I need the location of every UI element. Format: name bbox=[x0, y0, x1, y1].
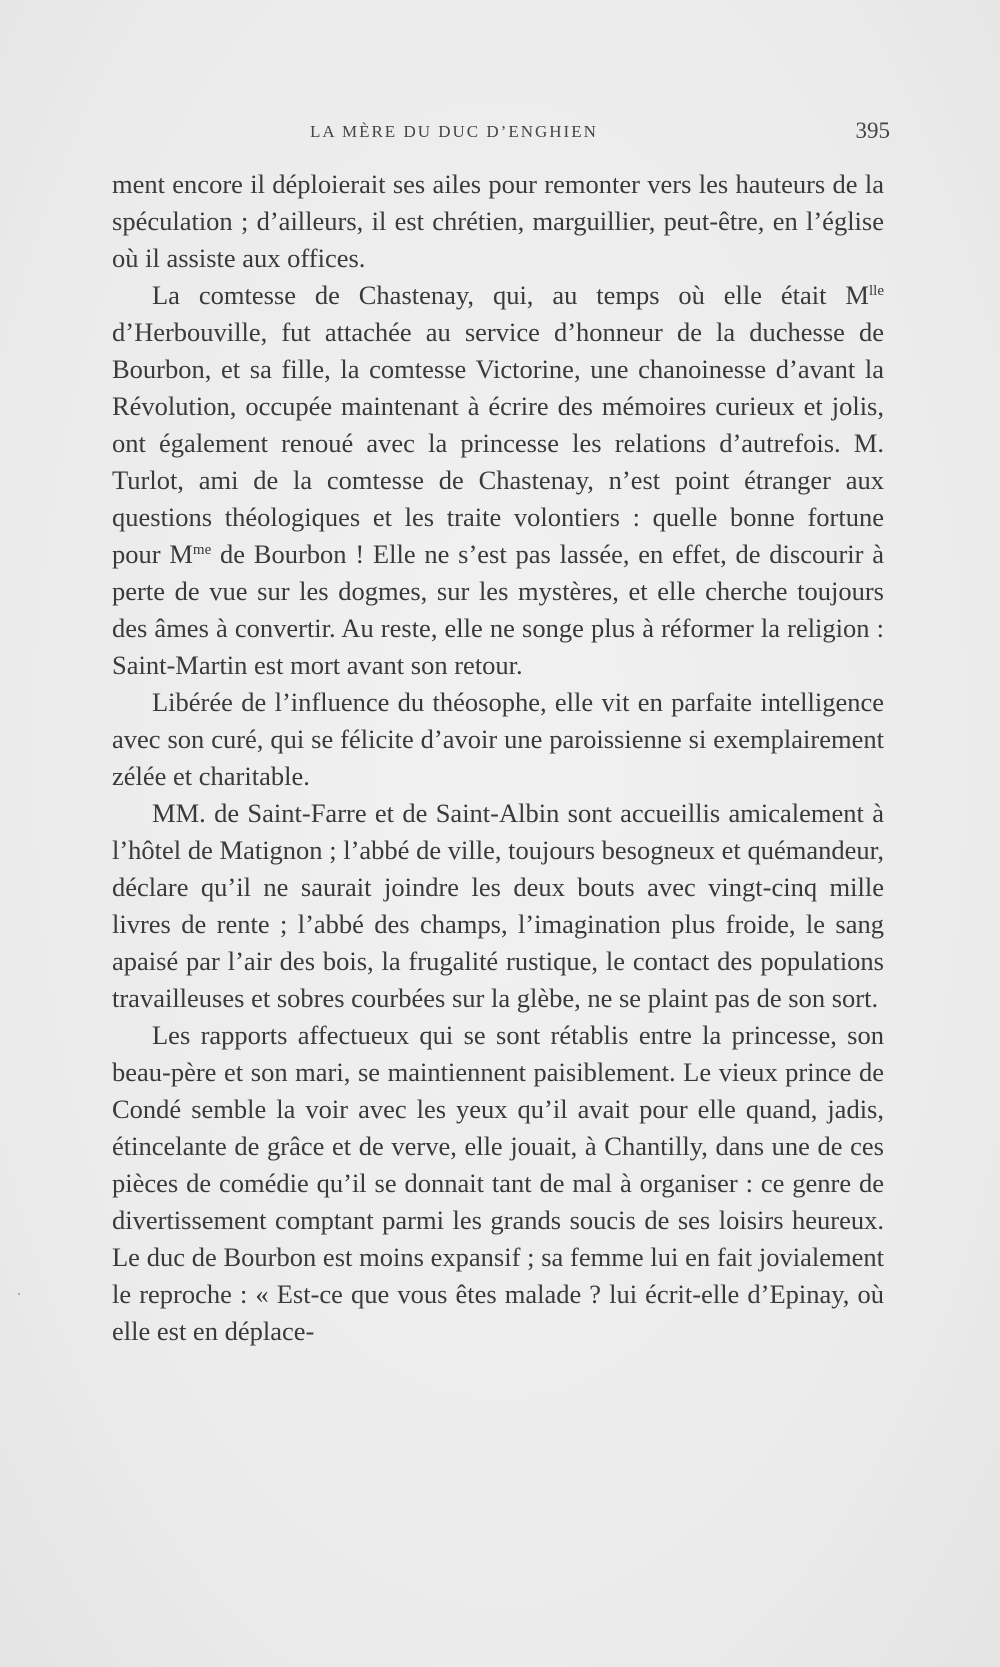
paragraph-2-text-b: d’Herbouville, fut attachée au service d’honneur de la duchesse de Bourbon, et sa fille, la comtesse Victorine, une chanoinesse d’avant la Révolution, occupée maintenant à écrire des mémoires curieux et jolis, ont également renoué avec la princesse les relations d’autrefois. M. Turlot, ami de la comtesse de Chastenay, n’est point étranger aux questions théologiques et les traite volontiers : quelle bonne fortune pour M bbox=[112, 317, 884, 569]
paragraph-3 bbox=[112, 684, 884, 795]
paragraph-2 bbox=[112, 277, 884, 684]
paragraph-2-text-a: La comtesse de Chastenay, qui, au temps où elle était M bbox=[152, 280, 869, 310]
superscript-me: me bbox=[192, 542, 212, 558]
paragraph-5 bbox=[112, 1017, 884, 1350]
running-title: LA MÈRE DU DUC D’ENGHIEN bbox=[310, 122, 598, 141]
paragraph-2-text-c: de Bourbon ! Elle ne s’est pas lassée, en effet, de discourir à perte de vue sur les dogmes, sur les mystères, et elle cherche toujours des âmes à convertir. Au reste, elle ne songe plus à réformer la religion : Saint-Martin est mort avant son retour. bbox=[112, 539, 884, 680]
paragraph-1-text: ment encore il déploierait ses ailes pour remonter vers les hauteurs de la spéculation ; d’ailleurs, il est chrétien, marguillier, peut-être, en l’église où il assiste aux offices. bbox=[112, 169, 884, 273]
paper-speck bbox=[18, 1293, 20, 1295]
running-head bbox=[110, 118, 890, 152]
paragraph-4-text: MM. de Saint-Farre et de Saint-Albin sont accueillis amicalement à l’hôtel de Matignon ; l’abbé de ville, toujours besogneux et quémandeur, déclare qu’il ne saurait joindre les deux bouts avec vingt-cinq mille livres de rente ; l’abbé des champs, l’imagination plus froide, le sang apaisé par l’air des bois, la frugalité rustique, le contact des populations travailleuses et sobres courbées sur la glèbe, ne se plaint pas de son sort. bbox=[112, 798, 884, 1013]
paragraph-4 bbox=[112, 795, 884, 1017]
paragraph-1 bbox=[112, 166, 884, 277]
paragraph-3-text: Libérée de l’influence du théosophe, elle vit en parfaite intelligence avec son curé, qui se félicite d’avoir une paroissienne si exemplairement zélée et charitable. bbox=[112, 687, 884, 791]
page-number: 395 bbox=[855, 118, 890, 143]
paragraph-5-text: Les rapports affectueux qui se sont rétablis entre la princesse, son beau-père et son mari, se maintiennent paisiblement. Le vieux prince de Condé semble la voir avec les yeux qu’il avait pour elle quand, jadis, étincelante de grâce et de verve, elle jouait, à Chantilly, dans une de ces pièces de comédie qu’il se donnait tant de mal à organiser : ce genre de divertissement comptant parmi les grands soucis de ses loisirs heureux. Le duc de Bourbon est moins expansif ; sa femme lui en fait jovialement le reproche : « Est-ce que vous êtes malade ? lui écrit-elle d’Epinay, où elle est en déplace- bbox=[112, 1020, 884, 1346]
body-text bbox=[112, 166, 884, 1350]
superscript-lle: lle bbox=[869, 283, 884, 299]
